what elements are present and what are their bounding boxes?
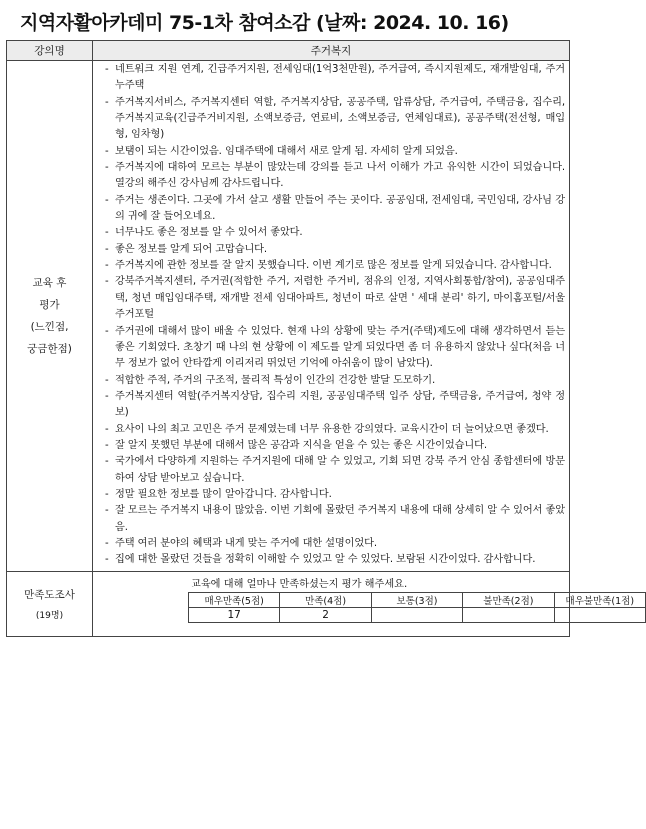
satisfaction-cell [93, 571, 635, 636]
comment-item: - 정말 필요한 정보를 많이 알아갑니다. 감사합니다. [105, 487, 565, 503]
comment-item: - 주거복지센터 역할(주거복지상담, 집수리 지원, 공공임대주택 입주 상담, 주택금융, 주거급여, 청약 정보) [105, 389, 565, 422]
comments-cell [93, 61, 570, 572]
rating-value [371, 607, 462, 622]
course-name-value: 주거복지 [93, 41, 570, 61]
evaluation-label-line: 교육 후 [32, 276, 67, 289]
comment-item: - 잘 알지 못했던 부분에 대해서 많은 공감과 지식을 얻을 수 있는 좋은 시간이었습니다. [105, 438, 565, 454]
comment-item: - 주택 여러 분야의 혜택과 내게 맞는 주거에 대한 설명이었다. [105, 536, 565, 552]
rating-value: 17 [189, 607, 280, 622]
comment-item: - 네트워크 지원 연계, 긴급주거지원, 전세임대(1억3천만원), 주거급여, 즉시지원제도, 재개발임대, 주거누주택 [105, 62, 565, 95]
comment-list [93, 61, 569, 571]
comment-item: - 강북주거복지센터, 주거권(적합한 주거, 저렴한 주거비, 점유의 인정, 지역사회통합/참여), 공공임대주택, 청년 매입임대주택, 재개발 전세 임대아파트, 청년이 따로 살면 ' 세대 분리' 하기, 마이홈포털/서울주거포털 [105, 274, 565, 323]
evaluation-label [7, 61, 93, 572]
page-title: 지역자활아카데미 75-1차 참여소감 (날짜: 2024. 10. 16) [20, 12, 509, 34]
rating-header: 매우만족(5점) [189, 592, 280, 607]
satisfaction-row [7, 571, 570, 636]
rating-header: 보통(3점) [371, 592, 462, 607]
header-row [7, 41, 570, 61]
comment-item: - 주거는 생존이다. 그곳에 가서 살고 생활 만들어 주는 곳이다. 공공임대, 전세임대, 국민임대, 강사님 강의 귀에 잘 들어오네요. [105, 193, 565, 226]
satisfaction-question: 교육에 대해 얼마나 만족하셨는지 평가 해주세요. [191, 578, 408, 590]
rating-value [463, 607, 554, 622]
course-name-header: 강의명 [7, 41, 93, 61]
rating-table [188, 592, 646, 623]
comment-item: - 주거복지에 관한 정보를 잘 알지 못했습니다. 이번 계기로 많은 정보를 알게 되었습니다. 감사합니다. [105, 258, 565, 274]
rating-value [554, 607, 645, 622]
feedback-table [6, 40, 635, 637]
rating-value-row [189, 607, 646, 622]
comment-item: - 집에 대한 몰랐던 것들을 정확히 이해할 수 있었고 알 수 있었다. 보람된 시간이었다. 감사합니다. [105, 552, 565, 568]
evaluation-label-line: 궁금한점) [27, 342, 72, 355]
comment-item: - 국가에서 다양하게 지원하는 주거지원에 대해 알 수 있었고, 기회 되면 강북 주거 안심 종합센터에 방문하여 상담 받아보고 싶습니다. [105, 454, 565, 487]
rating-header-row [189, 592, 646, 607]
rating-value: 2 [280, 607, 371, 622]
satisfaction-label [7, 571, 93, 636]
feedback-row [7, 61, 570, 572]
comment-item: - 잘 모르는 주거복지 내용이 많았음. 이번 기회에 몰랐던 주거복지 내용에 대해 상세히 알 수 있어서 좋았음. [105, 503, 565, 536]
evaluation-label-line: 평가 [39, 298, 60, 311]
comment-item: - 주거복지서비스, 주거복지센터 역할, 주거복지상담, 공공주택, 압류상담, 주거급여, 주택금융, 집수리, 주거복지교육(긴급주거비지원, 소액보증금, 연료비, 소액보증금, 연체임대료), 공공주택(전선형, 매입형, 임차형) [105, 95, 565, 144]
rating-header: 매우불만족(1점) [554, 592, 645, 607]
comment-item: - 보탬이 되는 시간이었음. 임대주택에 대해서 새로 알게 됨. 자세히 알게 되었음. [105, 144, 565, 160]
comment-item: - 좋은 정보를 알게 되어 고맙습니다. [105, 242, 565, 258]
comment-item: - 주거권에 대해서 많이 배울 수 있었다. 현재 나의 상황에 맞는 주거(주택)제도에 대해 생각하면서 듣는 좋은 기회였다. 초창기 때 나의 현 상황에 이 제도를 알게 되었다면 좀 더 유용하지 않았나 싶다(처음 너무 정보가 없어 안타깝게 이리저리 뛰었던 기억에 아쉬움이 많이 남았다). [105, 324, 565, 373]
comment-item: - 너무나도 좋은 정보를 알 수 있어서 좋았다. [105, 225, 565, 241]
satisfaction-label-text: 만족도조사 [24, 588, 75, 601]
comment-item: - 주거복지에 대하여 모르는 부분이 많았는데 강의를 듣고 나서 이해가 가고 유익한 시간이 되었습니다. 열강의 해주신 강사님께 감사드립니다. [105, 160, 565, 193]
comment-item: - 적합한 주적, 주거의 구조적, 물리적 특성이 인간의 건강한 발달 도모하기. [105, 373, 565, 389]
evaluation-label-line: (느낀점, [30, 320, 69, 333]
rating-header: 만족(4점) [280, 592, 371, 607]
comment-item: - 요사이 나의 최고 고민은 주거 문제였는데 너무 유용한 강의였다. 교육시간이 더 늘어났으면 좋겠다. [105, 422, 565, 438]
respondent-count: (19명) [35, 610, 64, 621]
rating-header: 불만족(2점) [463, 592, 554, 607]
